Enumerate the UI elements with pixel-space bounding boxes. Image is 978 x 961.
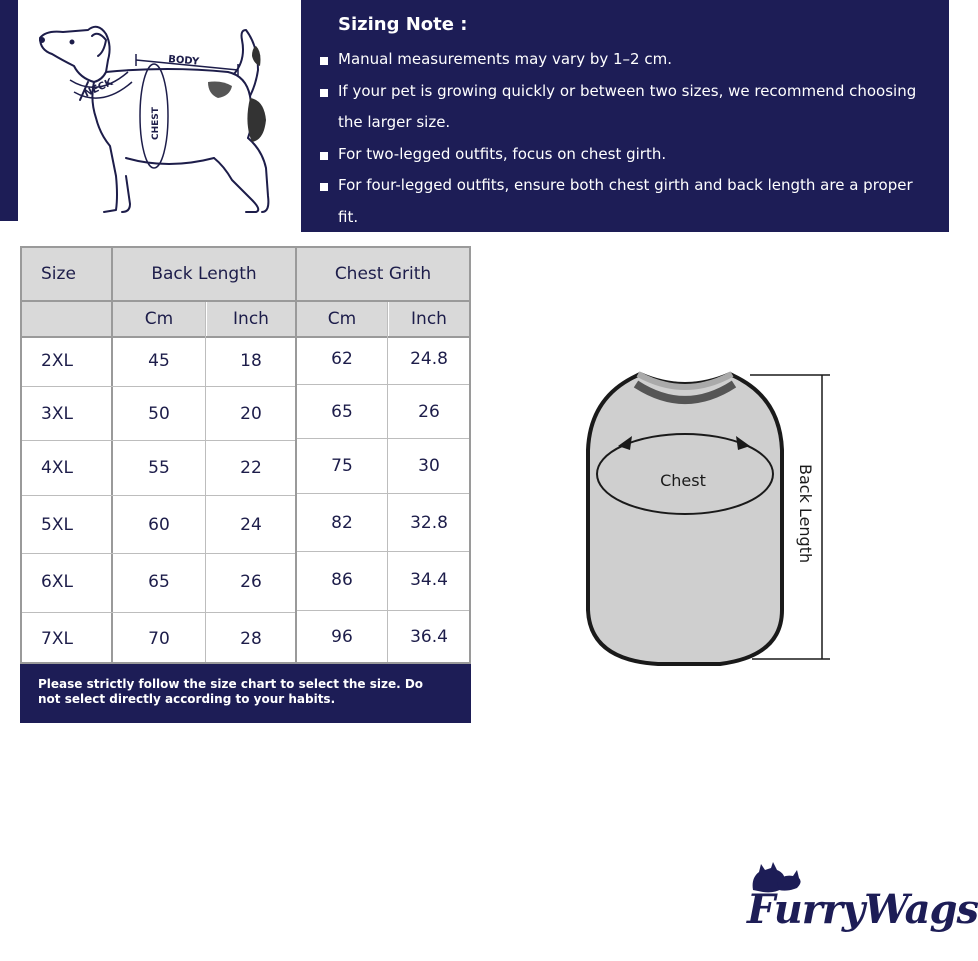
back-inch-cell: 28: [240, 629, 262, 649]
table-divider: [295, 248, 297, 662]
sizing-note-item: Manual measurements may vary by 1–2 cm.: [320, 44, 930, 76]
chest-label: CHEST: [151, 107, 161, 140]
chest-cm-cell: 86: [331, 570, 353, 590]
chest-inch-cell: 34.4: [410, 570, 448, 590]
header-unit-blank: [22, 302, 111, 336]
header-chest-girth: Chest Grith: [297, 248, 469, 300]
back-cm-cell: 65: [148, 572, 170, 592]
left-accent-strip: [0, 0, 18, 221]
size-chart-footer: [20, 664, 471, 723]
chest-inch-cell: 24.8: [410, 349, 448, 369]
back-cm-cell: 50: [148, 404, 170, 424]
sizing-note-list: [320, 44, 930, 233]
table-divider: [22, 612, 295, 613]
size-cell: 3XL: [41, 404, 73, 424]
back-inch-cell: 26: [240, 572, 262, 592]
sizing-note-item: For four-legged outfits, ensure both chest girth and back length are a proper fit.: [320, 170, 930, 233]
table-divider: [297, 438, 469, 439]
back-cm-cell: 55: [148, 458, 170, 478]
table-divider: [22, 386, 295, 387]
header-chest-cm: Cm: [297, 302, 387, 336]
size-chart-footer-text: Please strictly follow the size chart to select the size. Do not select directly according to your habits.: [38, 677, 424, 706]
back-inch-cell: 20: [240, 404, 262, 424]
table-divider: [22, 440, 295, 441]
table-divider: [111, 248, 113, 662]
sizing-note-panel: [301, 0, 949, 232]
table-divider: [297, 610, 469, 611]
table-divider: [22, 300, 469, 302]
chest-inch-cell: 36.4: [410, 627, 448, 647]
dog-measurement-illustration: [18, 0, 301, 232]
brand-logo: [745, 860, 978, 950]
size-cell: 7XL: [41, 629, 73, 649]
table-divider: [22, 553, 295, 554]
back-cm-cell: 60: [148, 515, 170, 535]
dog-outline-icon: [18, 0, 301, 232]
header-back-cm: Cm: [113, 302, 205, 336]
table-divider: [297, 493, 469, 494]
brand-name: FurryWags: [747, 886, 978, 933]
chest-cm-cell: 96: [331, 627, 353, 647]
table-divider: [205, 302, 206, 662]
chest-inch-cell: 32.8: [410, 513, 448, 533]
header-back-length: Back Length: [113, 248, 295, 300]
chest-inch-cell: 30: [418, 456, 440, 476]
chest-cm-cell: 75: [331, 456, 353, 476]
chest-inch-cell: 26: [418, 402, 440, 422]
table-divider: [387, 302, 388, 662]
header-size: Size: [22, 248, 111, 300]
size-cell: 4XL: [41, 458, 73, 478]
garment-body-icon: [588, 374, 782, 664]
header-chest-inch: Inch: [389, 302, 469, 336]
table-divider: [297, 384, 469, 385]
chest-cm-cell: 65: [331, 402, 353, 422]
size-cell: 6XL: [41, 572, 73, 592]
garment-measurement-diagram: [580, 360, 840, 680]
sizing-note-title: Sizing Note :: [338, 14, 468, 35]
neck-label: NECK: [82, 76, 115, 100]
size-chart-table: [20, 246, 471, 664]
body-label: BODY: [167, 54, 200, 68]
back-cm-cell: 45: [148, 351, 170, 371]
sizing-note-item: For two-legged outfits, focus on chest girth.: [320, 139, 930, 171]
back-length-label: Back Length: [796, 464, 815, 564]
chest-cm-cell: 82: [331, 513, 353, 533]
back-inch-cell: 18: [240, 351, 262, 371]
sizing-note-item: If your pet is growing quickly or between two sizes, we recommend choosing the larger size.: [320, 76, 930, 139]
chest-cm-cell: 62: [331, 349, 353, 369]
size-cell: 5XL: [41, 515, 73, 535]
chest-label: Chest: [660, 471, 706, 490]
table-divider: [297, 551, 469, 552]
size-cell: 2XL: [41, 351, 73, 371]
back-inch-cell: 22: [240, 458, 262, 478]
table-divider: [22, 336, 469, 338]
back-cm-cell: 70: [148, 629, 170, 649]
header-back-inch: Inch: [207, 302, 295, 336]
table-divider: [22, 495, 295, 496]
back-inch-cell: 24: [240, 515, 262, 535]
